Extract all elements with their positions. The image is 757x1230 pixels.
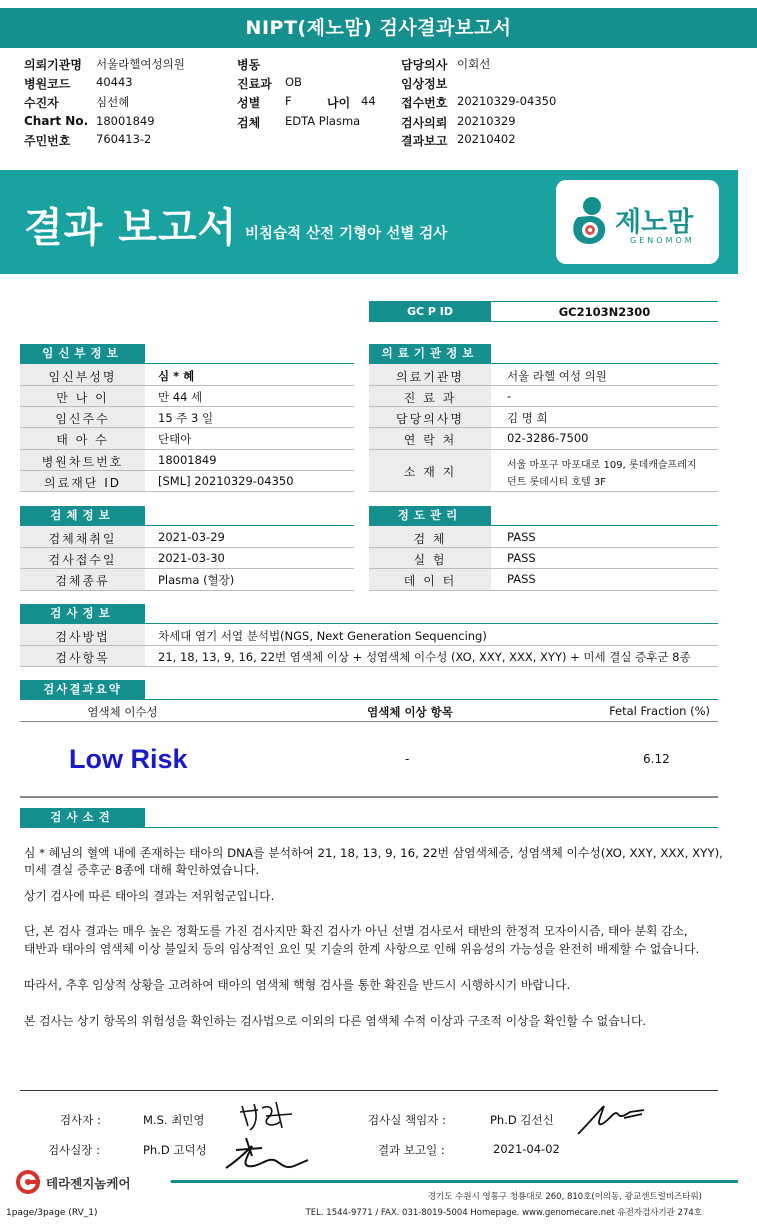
field-value: 2021-03-29 [158,530,225,544]
header-value: 20210402 [457,132,516,146]
header-label: 담당의사 [401,58,448,72]
field-label: 검체종류 [55,574,110,588]
test-info-heading-text: 검사정보 [50,606,115,620]
age-value: 44 [361,94,376,108]
gcpid-label-text: GC P ID [406,305,454,318]
field-value: Plasma (혈장) [158,573,235,587]
row-divider [369,568,718,569]
section-line [20,699,718,700]
lab-manager-signature [574,1100,650,1140]
row-divider [20,645,718,646]
header-value: 이회선 [457,57,491,71]
patient-name: 심 * 혜 [158,369,195,383]
row-divider [20,449,354,450]
field-label: 검사항목 [55,651,110,665]
page-number: 1page/3page (RV_1) [6,1208,98,1218]
specimen-rows [20,526,354,591]
header-label: 진료과 [237,77,272,91]
banner-subtitle: 비침습적 산전 기형아 선별 검사 [245,226,448,242]
lab-manager-label: 검사실 책임자 : [368,1113,446,1127]
field-value: 2021-03-30 [158,551,225,565]
lab-director-name: Ph.D 고덕성 [143,1143,207,1157]
gcpid-label [369,301,491,322]
summary-col-header: 염색체 이수성 [87,705,158,719]
finding-line: 본 검사는 상기 항목의 위험성을 확인하는 검사법으로 이외의 다른 염색체 수적 이상과 구조적 이상을 확인할 수 없습니다. [24,1014,647,1028]
report-title-bar: NIPT(제노맘) 검사결과보고서 [0,8,757,48]
gcpid-value-text: GC2103N2300 [558,305,651,319]
logo-subtext: GENOMOM [630,236,695,245]
header-label: 접수번호 [401,96,448,110]
field-value: 18001849 [158,453,217,467]
qc-heading [369,506,491,525]
field-value: 던트 롯데시티 호텔 3F [507,477,606,488]
company-logo [16,1170,166,1194]
row-divider [20,721,718,722]
terragen-logo-icon [16,1170,42,1194]
header-value: 760413-2 [96,132,152,146]
section-line [20,827,718,828]
field-label: 의료기관명 [396,370,464,384]
qc-status: PASS [507,572,536,586]
header-value: OB [285,75,302,89]
footer-contact: TEL. 1544-9771 / FAX. 031-8019-5004 Homepage. www.genomecare.net 유전자검사기관 274호 [305,1208,702,1218]
header-value: F [285,94,292,108]
findings-heading [20,808,145,827]
row-divider [20,470,354,471]
institution-info-heading-text: 의료기관정보 [381,346,479,360]
header-label: 결과보고 [401,134,448,148]
header-value: 서울라헬여성의원 [96,57,185,71]
field-value: [SML] 20210329-04350 [158,474,294,488]
lab-director-signature [218,1130,314,1176]
pregnant-info-heading [20,344,145,363]
header-value: 심선혜 [96,95,130,109]
header-label: 병원코드 [24,77,71,91]
field-label: 의료재단 ID [44,476,121,490]
header-label: 검사의뢰 [401,116,448,130]
findings-heading-text: 검사소견 [50,810,115,824]
tester-signature [236,1098,296,1134]
header-label: 의뢰기관명 [24,58,82,72]
summary-heading-text: 검사결과요약 [43,682,122,696]
institution-rows [369,364,718,492]
field-label: 검 체 [413,532,447,546]
finding-line: 상기 검사에 따른 태아의 결과는 저위험군입니다. [24,889,275,903]
genomom-logo-icon [569,195,611,247]
summary-col-header: Fetal Fraction (%) [609,704,710,718]
tester-name: M.S. 최민영 [143,1113,205,1127]
footer-address: 경기도 수원시 영통구 청룡대로 260, 810호(이의동, 광교센트럴비즈타워) [427,1192,702,1202]
summary-col-header: 염색체 이상 항목 [367,705,453,719]
field-label: 소 재 지 [403,465,457,479]
test-info-heading [20,604,145,623]
age-label: 나이 [327,96,351,110]
qc-status: PASS [507,551,536,565]
field-label: 담당의사명 [396,412,464,426]
header-value: 20210329-04350 [457,94,557,108]
header-label: 성별 [237,96,261,110]
company-name: 테라젠지놈케어 [46,1176,131,1191]
header-label: 병동 [237,58,261,72]
row-divider [20,547,354,548]
field-value: 서울 라헬 여성 의원 [507,369,607,383]
qc-rows [369,526,718,591]
field-label: 만 나 이 [56,391,109,405]
qc-heading-text: 정도관리 [397,508,463,522]
signature-divider [20,1090,718,1091]
finding-line: 태반과 태아의 염색체 이상 불일치 등의 임상적인 요인 및 기술의 한계 사항으로 인해 위음성의 가능성을 완전히 배제할 수 없습니다. [24,942,700,956]
test-method: 차세대 염기 서열 분석법(NGS, Next Generation Sequencing) [158,629,487,643]
test-items: 21, 18, 13, 9, 16, 22번 염색체 이상 + 성염색체 이수성 (XO, XXY, XXX, XYY) + 미세 결실 증후군 8종 [158,650,691,664]
header-label: 임상정보 [401,77,448,91]
header-value: EDTA Plasma [285,114,361,128]
header-value: 18001849 [96,114,155,128]
header-label: Chart No. [24,114,89,128]
report-date-label: 결과 보고일 : [378,1143,445,1157]
row-divider [20,385,354,386]
row-divider [369,385,718,386]
field-label: 검체채취일 [48,532,117,546]
finding-line: 단, 본 검사 결과는 매우 높은 정확도를 가진 검사지만 확진 검사가 아닌 선별 검사로서 태반의 한정적 모자이시즘, 태아 분획 감소, [24,924,688,938]
gcpid-value [491,301,718,322]
field-value: 단태아 [158,432,192,446]
report-date: 2021-04-02 [493,1142,560,1156]
lab-manager-name: Ph.D 김선신 [490,1113,554,1127]
header-label: 수진자 [24,96,59,110]
field-label: 검사접수일 [48,553,117,567]
field-value: - [507,389,512,403]
header-label: 검체 [237,116,261,130]
specimen-info-heading-text: 검체정보 [50,508,115,522]
finding-line: 따라서, 추후 임상적 상황을 고려하여 태아의 염색체 핵형 검사를 통한 확진을 반드시 시행하시기 바랍니다. [24,978,571,992]
row-divider [369,449,718,450]
row-divider [369,406,718,407]
test-rows [20,624,718,667]
row-divider [20,568,354,569]
field-value: 김 명 희 [507,411,548,425]
institution-info-heading [369,344,491,363]
fetal-fraction: 6.12 [643,752,670,766]
banner-title: 결과 보고서 [24,205,238,251]
row-divider [20,491,354,492]
field-label: 검사방법 [55,630,110,644]
field-label: 데 이 터 [403,574,457,588]
field-label: 태 아 수 [56,433,109,447]
row-divider [369,491,718,492]
logo-text: 제노맘 [615,207,694,238]
summary-heading [20,680,145,699]
field-value: 서울 마포구 마포대로 109, 롯데캐슬프레지 [507,460,697,471]
row-divider [369,547,718,548]
row-divider [20,427,354,428]
field-label: 연 락 처 [403,433,457,447]
row-divider [20,796,718,798]
row-divider [20,590,354,591]
row-divider [20,406,354,407]
row-divider [369,590,718,591]
pregnant-info-heading-text: 임신부정보 [42,346,123,360]
lab-director-label: 검사실장 : [48,1143,100,1157]
finding-line: 심 * 혜님의 혈액 내에 존재하는 태아의 DNA를 분석하여 21, 18, 13, 9, 16, 22번 삼염색체증, 성염색체 이수성(XO, XXY, XXX, XYY), [24,846,723,860]
header-value: 40443 [96,75,133,89]
field-label: 병원차트번호 [41,455,124,469]
qc-status: PASS [507,530,536,544]
finding-line: 미세 결실 증후군 8종에 대해 확인하였습니다. [24,863,260,877]
field-value: 만 44 세 [158,390,203,404]
header-label: 주민번호 [24,134,71,148]
field-label: 임신주수 [55,412,110,426]
row-divider [20,666,718,667]
abnormal-items: - [405,752,410,766]
field-label: 실 험 [413,553,447,567]
risk-result: Low Risk [69,744,188,774]
tester-label: 검사자 : [60,1113,101,1127]
field-label: 진 료 과 [403,391,457,405]
field-label: 임신부성명 [48,370,117,384]
row-divider [369,427,718,428]
pregnant-rows [20,364,354,492]
field-value: 15 주 3 일 [158,411,214,425]
field-value: 02-3286-7500 [507,431,589,445]
specimen-info-heading [20,506,145,525]
header-value: 20210329 [457,114,516,128]
